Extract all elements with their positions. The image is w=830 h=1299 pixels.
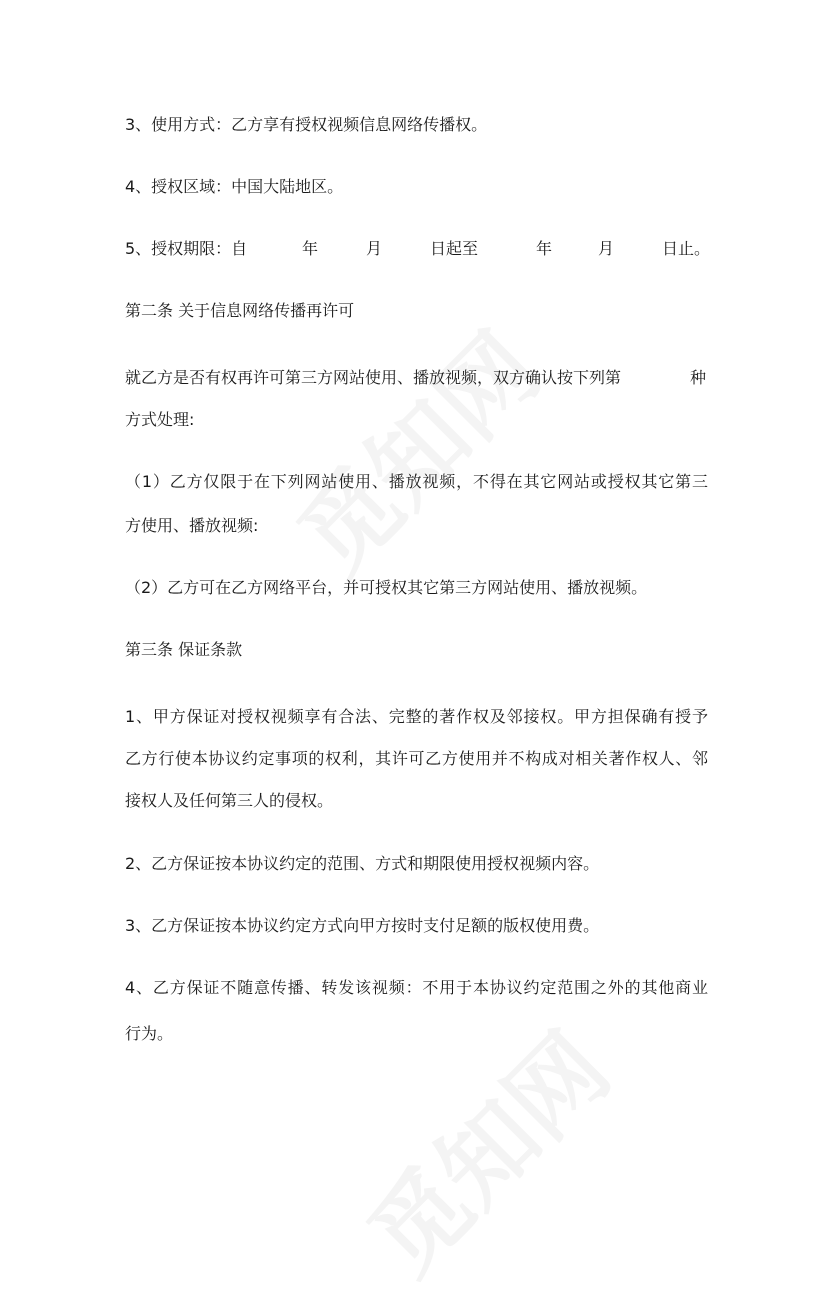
watermark — [264, 298, 565, 599]
relicense-option-suffix: 种 — [690, 368, 707, 387]
relicense-text: 就乙方是否有权再许可第三方网站使用、播放视频，双方确认按下列第 — [125, 368, 622, 387]
period-start-year: 年 — [302, 239, 319, 258]
warranty-two: 2、乙方保证按本协议约定的范围、方式和期限使用授权视频内容。 — [125, 854, 600, 873]
warranty-four-cont: 行为。 — [125, 1024, 174, 1043]
period-end-year: 年 — [536, 239, 553, 258]
period-end-month: 月 — [598, 239, 615, 258]
warranty-one: 1、甲方保证对授权视频享有合法、完整的著作权及邻接权。甲方担保确有授予 — [125, 707, 708, 726]
article-three-heading: 第三条 保证条款 — [125, 640, 243, 659]
warranty-one-end: 接权人及任何第三人的侵权。 — [125, 791, 334, 810]
warranty-three: 3、乙方保证按本协议约定方式向甲方按时支付足额的版权使用费。 — [125, 916, 600, 935]
clause-relicense-intro — [125, 368, 708, 388]
period-start-day: 日起至 — [430, 239, 479, 258]
period-end-day: 日止。 — [662, 239, 711, 258]
option-one-cont: 方使用、播放视频: — [125, 516, 259, 535]
warranty-one-cont: 乙方行使本协议约定事项的权利，其许可乙方使用并不构成对相关著作权人、邻 — [125, 749, 708, 768]
clause-usage-method: 3、使用方式：乙方享有授权视频信息网络传播权。 — [125, 115, 488, 134]
warranty-four: 4、乙方保证不随意传播、转发该视频：不用于本协议约定范围之外的其他商业 — [125, 978, 708, 997]
clause-license-period — [125, 239, 711, 259]
clause-relicense-cont: 方式处理: — [125, 410, 195, 429]
article-two-heading: 第二条 关于信息网络传播再许可 — [125, 301, 355, 320]
option-one: （1）乙方仅限于在下列网站使用、播放视频，不得在其它网站或授权其它第三 — [125, 472, 708, 491]
clause-license-region: 4、授权区域：中国大陆地区。 — [125, 177, 344, 196]
option-two: （2）乙方可在乙方网络平台，并可授权其它第三方网站使用、播放视频。 — [125, 578, 648, 597]
watermark — [334, 998, 635, 1299]
period-start-month: 月 — [366, 239, 383, 258]
period-label: 5、授权期限：自 — [125, 239, 248, 258]
